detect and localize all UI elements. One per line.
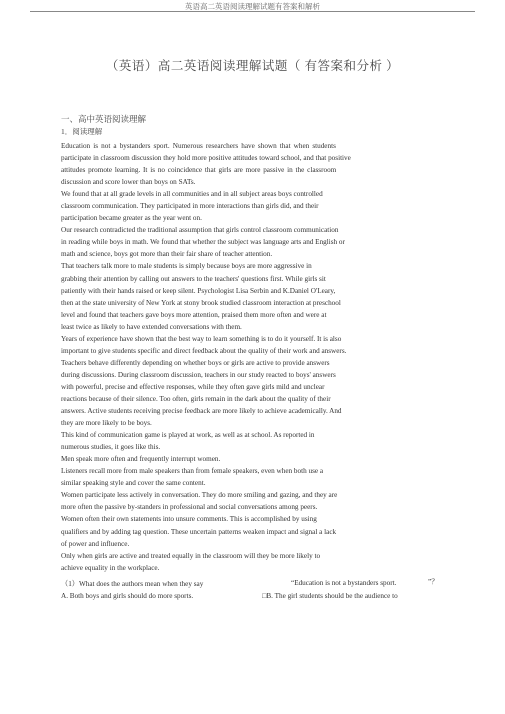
passage-line: participate in classroom discussion they hold more positive attitudes toward school, and that positive [61, 154, 351, 163]
passage-line: answers. Active students receiving precise feedback are more likely to achieve academically. And [61, 407, 342, 416]
passage-line: Women often their own statements into unsure comments. This is accomplished by using [61, 515, 317, 524]
passage-line: Men speak more often and frequently interrupt women. [61, 455, 221, 464]
passage-line: patiently with their hands raised or keep silent. Psychologist Lisa Serbin and K.Daniel O'Leary, [61, 286, 336, 295]
passage-line: math and science, boys got more than their fair share of teacher attention. [61, 250, 273, 259]
passage-body [61, 140, 445, 574]
passage-line: That teachers talk more to male students is simply because boys are more aggressive in [61, 262, 312, 271]
question-mark: ”？ [428, 578, 439, 586]
question-quote: “Education is not a bystanders sport. [291, 579, 397, 587]
passage-line: during discussions. During classroom discussion, teachers in our study reacted to boys' answers [61, 370, 336, 379]
page-header: 英语高二英语阅读理解试题有答案和解析 [185, 2, 320, 11]
passage-line: attitudes promote learning. It is no coincidence that girls are more passive in the classroom [61, 166, 337, 175]
passage-line: achieve equality in the workplace. [61, 563, 160, 572]
passage-line: more often the passive by-standers in professional and social conversations among peers. [61, 503, 318, 512]
passage-line: numerous studies, it goes like this. [61, 443, 161, 452]
section-heading: 一、高中英语阅读理解 [61, 114, 147, 124]
passage-line: We found that at all grade levels in all communities and in all subject areas boys controlled [61, 190, 323, 199]
passage-line: reactions because of their silence. Too often, girls remain in the dark about the quality of their [61, 394, 331, 403]
passage-line: level and found that teachers gave boys more attention, praised them more often and were at [61, 310, 327, 319]
passage-line: with powerful, precise and effective responses, while they often gave girls mild and unclear [61, 382, 325, 391]
passage-line: Teachers behave differently depending on whether boys or girls are active to provide answers [61, 358, 330, 367]
option-a: A. Both boys and girls should do more sports. [61, 592, 194, 600]
passage-line: in reading while boys in math. We found that whether the subject was language arts and English or [61, 238, 345, 247]
passage-line: Women participate less actively in conversation. They do more smiling and gazing, and they are [61, 491, 338, 500]
passage-line: least twice as likely to have extended conversations with them. [61, 322, 242, 331]
passage-line: classroom communication. They participated in more interactions than girls did, and their [61, 202, 319, 211]
page-title: （英语）高二英语阅读理解试题（ 有答案和分析 ） [105, 59, 400, 73]
passage-line: This kind of communication game is played at work, as well as at school. As reported in [61, 431, 315, 440]
header-rule [30, 11, 475, 12]
passage-line: discussion and score lower than boys on SATs. [61, 178, 196, 187]
passage-line: similar speaking style and cover the same content. [61, 479, 206, 488]
passage-line: of power and influence. [61, 539, 130, 548]
option-b: □B. The girl students should be the audience to [262, 592, 398, 600]
passage-line: qualifiers and by adding tag question. These uncertain patterns weaken impact and signal a lack [61, 527, 337, 536]
passage-line: then at the state university of New York at stony brook studied classroom interaction at preschool [61, 298, 341, 307]
question-stem: （1）What does the authors mean when they say [61, 580, 204, 588]
subsection-heading: 1．阅读理解 [61, 127, 103, 136]
passage-line: Only when girls are active and treated equally in the classroom will they be more likely to [61, 551, 321, 560]
passage-line: important to give students specific and direct feedback about the quality of their work and answers. [61, 346, 347, 355]
passage-line: Listeners recall more from male speakers than from female speakers, even when both use a [61, 467, 324, 476]
passage-line: participation became greater as the year went on. [61, 214, 202, 223]
passage-line: they are more likely to be boys. [61, 419, 152, 428]
passage-line: Education is not a bystanders sport. Numerous researchers have shown that when students [61, 142, 336, 150]
passage-line: Years of experience have shown that the best way to learn something is to do it yourself. It is also [61, 334, 342, 343]
passage-line: grabbing their attention by calling out answers to the teachers' questions first. While girls sit [61, 274, 326, 283]
passage-line: Our research contradicted the traditional assumption that girls control classroom communication [61, 226, 339, 235]
